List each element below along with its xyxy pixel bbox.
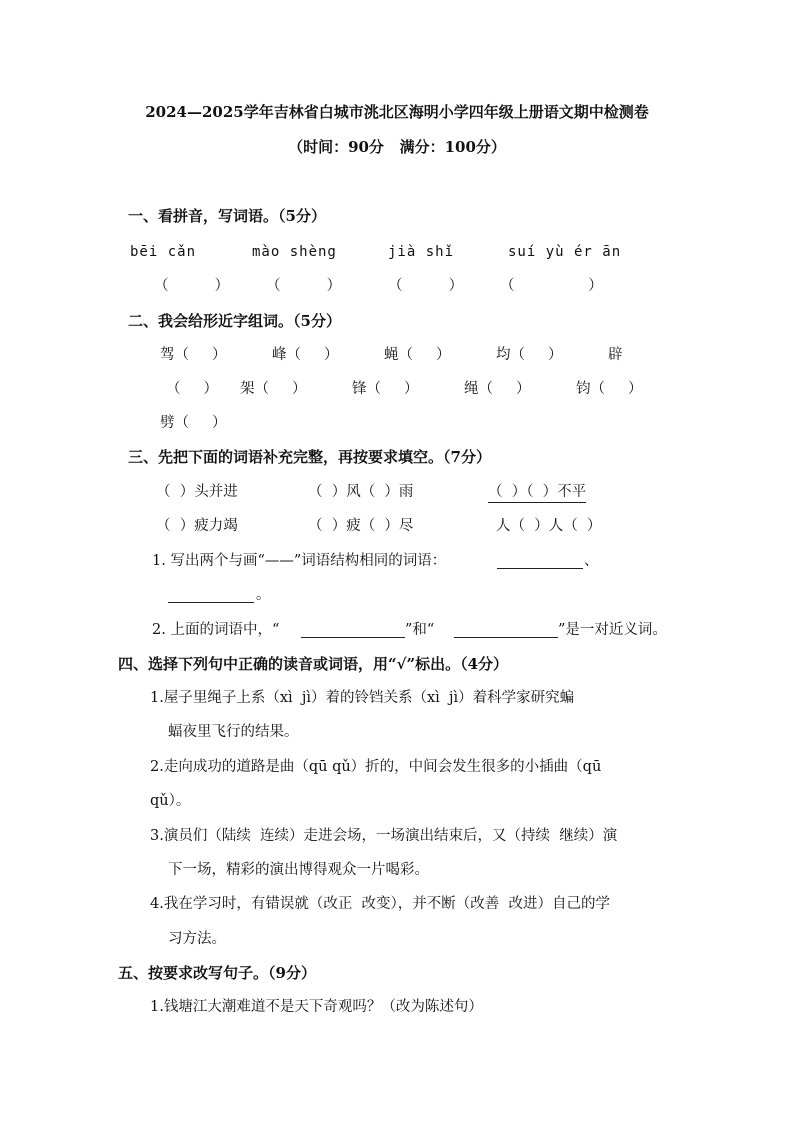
question-4-line: 习方法。 <box>168 931 226 947</box>
question-4-line: 下一场，精彩的演出博得观众一片喝彩。 <box>168 862 429 878</box>
answer-bracket-1[interactable]: （ ） <box>154 278 230 294</box>
pinyin-1: bēi cǎn <box>130 244 197 260</box>
char-item[interactable]: 均（ ） <box>496 347 563 363</box>
char-item[interactable]: 蝇（ ） <box>384 347 451 363</box>
exam-subtitle: （时间：90分 满分：100分） <box>288 138 506 156</box>
question-4-line: 3.演员们（陆续 连续）走进会场，一场演出结束后，又（持续 继续）演 <box>150 828 618 844</box>
section-5-heading: 五、按要求改写句子。（9分） <box>118 964 316 982</box>
idiom-item[interactable]: 人（ ）人（ ） <box>496 518 602 534</box>
question-3-2: 2. 上面的词语中，“ <box>152 622 280 638</box>
question-3-1: 1. 写出两个与画“——”词语结构相同的词语： <box>152 553 447 569</box>
pinyin-2: mào shèng <box>252 244 337 260</box>
char-item[interactable]: 驾（ ） <box>160 347 227 363</box>
exam-title: 2024—2025学年吉林省白城市洮北区海明小学四年级上册语文期中检测卷 <box>145 103 649 121</box>
idiom-item-underlined[interactable]: （ ）（ ）不平 <box>488 482 586 503</box>
section-2-heading: 二、我会给形近字组词。（5分） <box>128 312 341 330</box>
section-3-heading: 三、先把下面的词语补充完整，再按要求填空。（7分） <box>128 448 491 466</box>
question-4-line: 4.我在学习时，有错误就（改正 改变），并不断（改善 改进）自己的学 <box>150 896 611 912</box>
question-5-1: 1.钱塘江大潮难道不是天下奇观吗？（改为陈述句） <box>150 999 483 1015</box>
question-3-2-end: ”是一对近义词。 <box>558 622 667 638</box>
char-item[interactable]: 锋（ ） <box>352 381 419 397</box>
answer-bracket-4[interactable]: （ ） <box>500 278 603 294</box>
section-4-heading: 四、选择下列句中正确的读音或词语，用“√”标出。（4分） <box>118 655 509 673</box>
char-item: 辟 <box>608 347 623 363</box>
char-item[interactable]: 峰（ ） <box>272 347 339 363</box>
answer-blank[interactable] <box>497 568 583 569</box>
idiom-item[interactable]: （ ）疲（ ）尽 <box>308 518 414 534</box>
question-4-line: 2.走向成功的道路是曲（qū qǔ）折的，中间会发生很多的小插曲（qū <box>150 759 602 775</box>
question-4-line: qǔ）。 <box>150 793 191 809</box>
pinyin-4: suí yù ér ān <box>508 244 622 260</box>
idiom-item[interactable]: （ ）风（ ）雨 <box>308 484 414 500</box>
char-item[interactable]: 绳（ ） <box>464 381 531 397</box>
answer-bracket-3[interactable]: （ ） <box>388 278 464 294</box>
answer-blank[interactable] <box>301 637 405 638</box>
idiom-item[interactable]: （ ）疲力竭 <box>156 518 238 534</box>
answer-bracket-2[interactable]: （ ） <box>266 278 342 294</box>
question-4-line: 1.屋子里绳子上系（xì jì）着的铃铛关系（xì jì）着科学家研究蝙 <box>150 690 575 706</box>
separator: 、 <box>584 553 599 569</box>
answer-blank[interactable] <box>168 602 254 603</box>
question-4-line: 蝠夜里飞行的结果。 <box>168 724 299 740</box>
char-item[interactable]: 架（ ） <box>240 381 307 397</box>
question-3-2-mid: ”和“ <box>405 622 435 638</box>
idiom-item[interactable]: （ ）头并进 <box>156 484 238 500</box>
char-item[interactable]: 劈（ ） <box>160 415 227 431</box>
section-1-heading: 一、看拼音，写词语。（5分） <box>128 207 326 225</box>
pinyin-3: jià shǐ <box>388 244 455 260</box>
answer-blank[interactable] <box>454 637 558 638</box>
period: 。 <box>256 587 271 603</box>
char-item[interactable]: （ ） <box>166 381 219 397</box>
char-item[interactable]: 钧（ ） <box>576 381 643 397</box>
